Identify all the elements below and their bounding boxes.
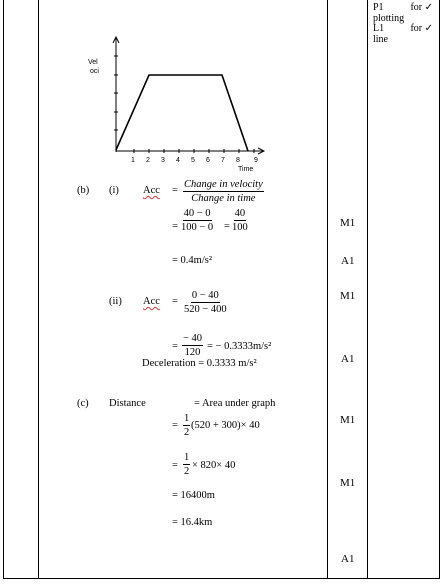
x-tick-label: 3: [161, 157, 165, 164]
fraction-denominator: 2: [184, 427, 190, 439]
sub-ii-label: (ii): [109, 296, 122, 307]
fraction-numerator: 40: [234, 208, 247, 221]
x-tick-label: 4: [176, 157, 180, 164]
substitution-fraction: [181, 208, 213, 233]
marks-note: [373, 3, 433, 45]
distance-kilometers: = 16.4km: [172, 517, 213, 528]
negative-fraction: [182, 333, 203, 358]
x-tick-label: 2: [146, 157, 150, 164]
table-divider-3: [367, 0, 368, 579]
equals-sign: =: [172, 296, 178, 307]
x-tick-labels: [131, 157, 258, 164]
mark-m1: M1: [340, 477, 356, 489]
fraction-denominator: 120: [184, 347, 201, 359]
x-tick-label: 8: [236, 157, 240, 164]
x-tick-label: 1: [131, 157, 135, 164]
area-under-graph: = Area under graph: [194, 398, 276, 409]
p1-for: for ✓: [410, 2, 433, 13]
fraction-numerator: Change in velocity: [183, 179, 264, 192]
x-tick-label: 7: [221, 157, 225, 164]
half-fraction: [183, 413, 190, 438]
table-border-bottom: [3, 578, 439, 579]
equals-sign: =: [172, 221, 178, 232]
acc-label: Acc: [143, 296, 160, 307]
fraction-denominator: 520 − 400: [184, 304, 227, 316]
x-tick-label: 9: [254, 157, 258, 164]
fraction-numerator: 40 − 0: [183, 208, 212, 221]
l1-label: L1: [373, 23, 385, 34]
table-border-right: [439, 0, 440, 579]
mark-a1: A1: [341, 255, 355, 267]
y-axis-label-2: oci: [90, 68, 99, 75]
distance-meters: = 16400m: [172, 490, 215, 501]
trapezium-area-expression: (520 + 300)× 40: [191, 420, 260, 431]
equals-sign: =: [172, 460, 178, 471]
result-acceleration-ii: = − 0.3333m/s²: [207, 341, 272, 352]
fraction-numerator: 0 − 40: [191, 290, 220, 303]
fraction-denominator: Change in time: [191, 193, 256, 205]
fraction-denominator: 100: [232, 222, 248, 234]
mark-m1: M1: [340, 414, 356, 426]
l1-for: for ✓: [410, 23, 433, 34]
part-c-label: (c): [77, 398, 89, 409]
fraction-numerator: − 40: [182, 333, 203, 346]
table-divider-1: [38, 0, 39, 579]
deceleration-line: Deceleration = 0.3333 m/s²: [142, 358, 257, 369]
mark-m1: M1: [340, 217, 356, 229]
velocity-time-graph: [86, 34, 286, 174]
table-border-left: [3, 0, 4, 579]
mark-a1: A1: [341, 553, 355, 565]
x-axis-label: Time: [238, 166, 254, 173]
equals-sign: =: [172, 420, 178, 431]
plotting-text: plotting: [373, 12, 405, 24]
distance-label: Distance: [109, 398, 146, 409]
simplified-fraction: [232, 208, 248, 233]
mark-a1: A1: [341, 353, 355, 365]
fraction-numerator: 1: [183, 452, 190, 465]
velocity-time-fraction: [183, 179, 264, 204]
fraction-denominator: 100 − 0: [181, 222, 214, 234]
x-tick-label: 5: [191, 157, 195, 164]
velocity-line: [116, 75, 248, 151]
acc-label: Acc: [143, 185, 160, 196]
result-acceleration-i: = 0.4m/s²: [172, 255, 212, 266]
part-b-label: (b): [77, 185, 90, 196]
p1-label: P1: [373, 2, 384, 13]
fraction-denominator: 2: [184, 466, 190, 478]
equals-sign: =: [172, 341, 178, 352]
line-text: line: [373, 33, 388, 45]
fraction-numerator: 1: [183, 413, 190, 426]
half-fraction: [183, 452, 190, 477]
equals-sign: =: [172, 185, 178, 196]
equals-sign: =: [224, 221, 230, 232]
table-divider-2: [327, 0, 328, 579]
deceleration-fraction: [184, 290, 227, 315]
product-expression: × 820× 40: [192, 460, 236, 471]
x-tick-label: 6: [206, 157, 210, 164]
y-axis-label: Vel: [88, 59, 98, 66]
sub-i-label: (i): [109, 185, 119, 196]
mark-m1: M1: [340, 290, 356, 302]
